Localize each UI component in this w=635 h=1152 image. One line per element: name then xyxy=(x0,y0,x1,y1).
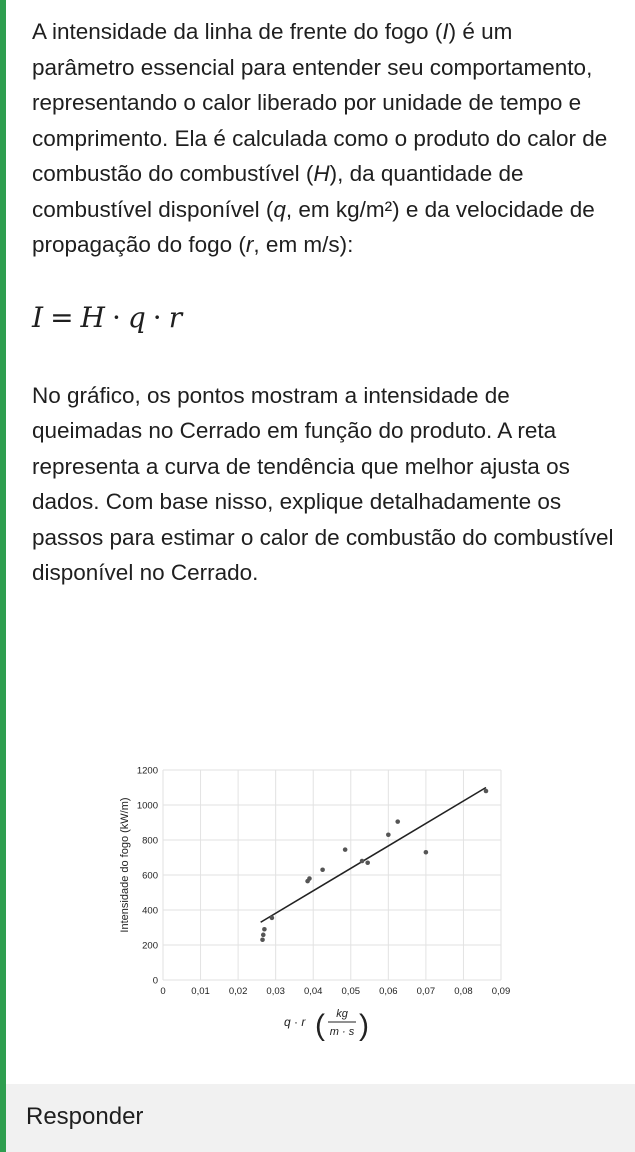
data-point xyxy=(261,933,266,938)
y-tick-labels xyxy=(137,766,158,987)
question-paragraph-2: No gráfico, os pontos mostram a intensidade de queimadas no Cerrado em função do produto. A reta representa a curva de tendência que melhor ajusta os dados. Com base nisso, explique detalhadamente os passos para estimar o calor de combustão do combustível disponível no Cerrado. xyxy=(32,382,614,585)
x-tick-label: 0,07 xyxy=(416,986,436,997)
data-point xyxy=(343,847,348,852)
var-q: q xyxy=(273,196,286,222)
chart-svg xyxy=(108,758,528,1058)
y-tick-label: 1200 xyxy=(136,765,158,777)
x-tick-label: 0,09 xyxy=(491,986,511,997)
formula-lhs: I xyxy=(32,300,45,334)
formula-dot: · xyxy=(152,300,163,334)
data-point xyxy=(395,819,400,824)
formula-equals: = xyxy=(50,300,75,334)
data-point xyxy=(307,876,312,881)
y-tick-label: 600 xyxy=(142,870,158,882)
y-tick-label: 800 xyxy=(142,835,158,847)
y-tick-label: 0 xyxy=(152,975,158,987)
data-point xyxy=(260,937,265,942)
chart-grid xyxy=(163,770,501,980)
formula-dot: · xyxy=(111,300,122,334)
text-segment: , em m/s): xyxy=(253,232,354,257)
svg-text:(: ( xyxy=(315,1009,325,1042)
x-label-numerator: kg xyxy=(336,1008,348,1020)
x-axis-label xyxy=(284,1008,369,1042)
var-r: r xyxy=(245,232,254,257)
text-segment: , em kg/m²) e da velocidade de propagação do fogo ( xyxy=(32,196,595,257)
data-point xyxy=(360,859,365,864)
x-tick-label: 0,02 xyxy=(228,986,248,997)
y-tick-label: 400 xyxy=(142,905,158,917)
points-group xyxy=(260,789,488,942)
x-tick-label: 0,01 xyxy=(191,986,210,997)
reply-button[interactable]: Responder xyxy=(26,1103,144,1130)
data-point xyxy=(262,927,267,932)
question-paragraph-1 xyxy=(32,14,617,263)
trendline-group xyxy=(261,788,486,923)
var-H: H xyxy=(313,161,330,186)
answer-footer xyxy=(6,1084,635,1152)
x-tick-labels xyxy=(160,986,510,997)
trendline xyxy=(261,788,486,923)
formula xyxy=(32,301,617,334)
text-segment: A intensidade da linha de frente do fogo ( xyxy=(32,19,443,44)
x-label-denominator: m · s xyxy=(329,1026,355,1038)
formula-term-r: r xyxy=(168,300,184,334)
formula-term-H: H xyxy=(80,300,106,334)
text-segment: ), da quantidade de combustível disponível ( xyxy=(32,161,524,222)
y-axis-label: Intensidade do fogo (kW/m) xyxy=(119,797,131,933)
formula-term-q: q xyxy=(127,300,147,334)
data-point xyxy=(484,789,489,794)
svg-text:): ) xyxy=(359,1009,369,1042)
x-tick-label: 0,08 xyxy=(454,986,473,997)
var-I: I xyxy=(442,19,449,44)
data-point xyxy=(270,916,275,921)
data-point xyxy=(320,867,325,872)
x-tick-label: 0,05 xyxy=(341,986,361,997)
x-tick-label: 0,06 xyxy=(379,986,398,997)
data-point xyxy=(424,850,429,855)
x-tick-label: 0,04 xyxy=(303,986,323,997)
question-content xyxy=(32,14,617,591)
data-point xyxy=(386,832,391,837)
y-tick-label: 200 xyxy=(142,940,158,952)
svg-text:q · r: q · r xyxy=(284,1015,306,1029)
data-point xyxy=(365,860,370,865)
x-tick-label: 0 xyxy=(160,986,166,997)
accent-bar xyxy=(0,0,6,1152)
y-tick-label: 1000 xyxy=(136,800,158,812)
text-segment: ) é um parâmetro essencial para entender seu comportamento, representando o calor liberado por unidade de tempo e comprimento. Ela é calculada como o produto do calor de combustão do combustível ( xyxy=(32,19,608,186)
scatter-chart xyxy=(108,758,528,1058)
x-tick-label: 0,03 xyxy=(266,986,285,997)
